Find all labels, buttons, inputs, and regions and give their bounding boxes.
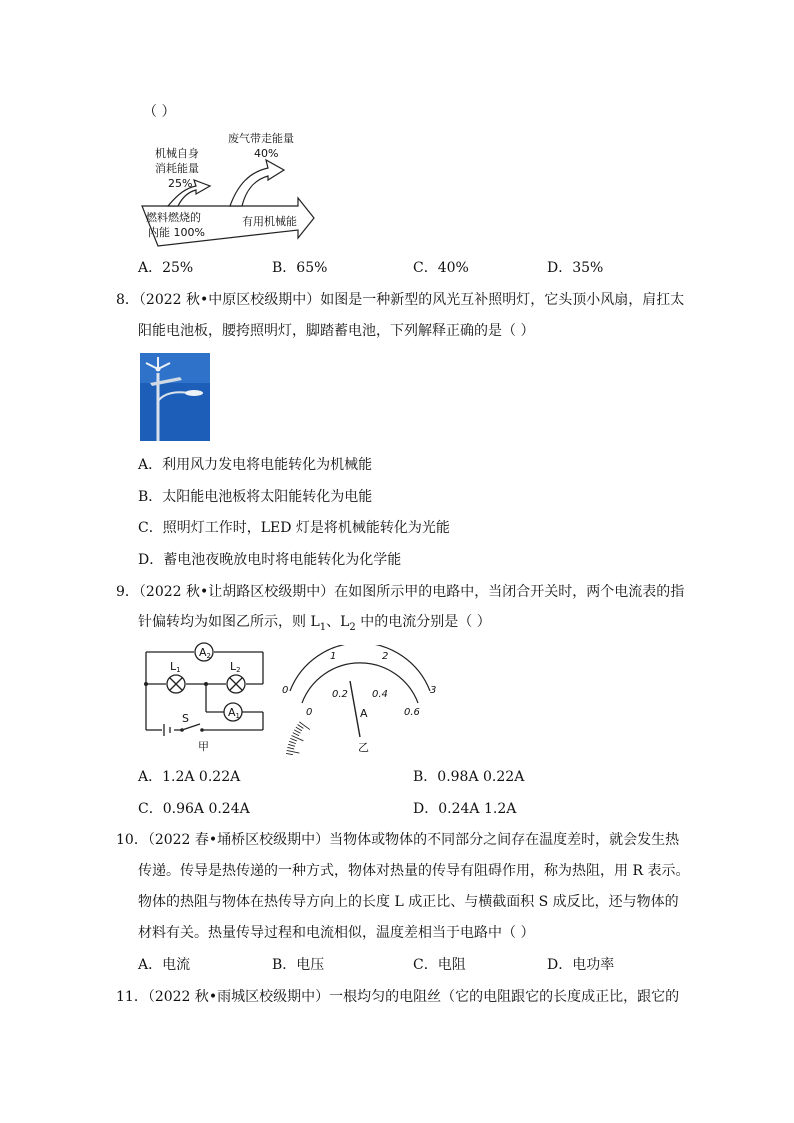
loss1-percent: 25% (168, 177, 193, 190)
q9-option-a[interactable]: A．1.2A 0.22A (138, 769, 241, 785)
svg-text:A: A (360, 707, 368, 720)
svg-text:S: S (182, 712, 189, 725)
svg-text:L1: L1 (170, 660, 181, 674)
input-line2: 内能 100% (148, 226, 205, 239)
dial-tick (293, 733, 299, 736)
svg-text:0: 0 (306, 707, 313, 718)
q10-stem-line4: 材料有关。热量传导过程和电流相似，温度差相当于电路中（ ） (138, 925, 535, 941)
q8-option-d[interactable]: D．蓄电池夜晚放电时将电能转化为化学能 (138, 552, 402, 568)
dial-tick (287, 750, 300, 753)
wind-solar-lamp-photo (140, 353, 210, 441)
svg-text:乙: 乙 (358, 741, 369, 754)
svg-text:0.6: 0.6 (404, 707, 420, 718)
svg-text:甲: 甲 (198, 740, 209, 753)
q8-stem-line1: 8．（2022 秋•中原区校级期中）如图是一种新型的风光互补照明灯，它头顶小风扇，肩扛太 (116, 292, 685, 308)
q9-option-d[interactable]: D．0.24A 1.2A (413, 801, 517, 817)
q10-option-a[interactable]: A．电流 (138, 957, 191, 973)
dial-tick (296, 727, 302, 731)
q7-answer-paren: （ ） (143, 104, 176, 120)
q10-stem-line3: 物体的热阻与物体在热传导方向上的长度 L 成正比、与横截面积 S 成反比，还与物体的 (138, 894, 679, 910)
loss1-line1: 机械自身 (155, 147, 199, 160)
q7-option-c[interactable]: C．40% (413, 260, 469, 276)
input-line1: 燃料燃烧的 (146, 211, 201, 224)
q10-option-b[interactable]: B．电压 (272, 957, 325, 973)
q7-option-b[interactable]: B．65% (272, 260, 328, 276)
q11-stem-line1: 11．（2022 秋•雨城区校级期中）一根均匀的电阻丝（它的电阻跟它的长度成正比，跟它的 (116, 989, 680, 1005)
dial-tick (288, 744, 295, 746)
q10-stem-line2: 传递。传导是热传递的一种方式，物体对热量的传导有阻碍作用，称为热阻，用 R 表示。 (138, 863, 690, 879)
dial-tick (298, 724, 304, 728)
q8-stem-line2: 阳能电池板，腰挎照明灯，脚踏蓄电池，下列解释正确的是（ ） (138, 323, 535, 339)
q10-stem-line1: 10．（2022 春•埇桥区校级期中）当物体或物体的不同部分之间存在温度差时，就会发生热 (116, 832, 680, 848)
svg-text:2: 2 (382, 651, 389, 662)
q8-option-c[interactable]: C．照明灯工作时，LED 灯是将机械能转化为光能 (138, 520, 450, 536)
svg-text:A2: A2 (199, 646, 211, 660)
q9-stem-line2: 针偏转均为如图乙所示，则 $L_1$、$L_2$ 中的电流分别是（ ） (138, 614, 491, 633)
svg-text:L2: L2 (230, 660, 241, 674)
dial-tick (299, 722, 310, 730)
q8-option-a[interactable]: A．利用风力发电将电能转化为机械能 (138, 457, 373, 473)
q9-stem-line1: 9．（2022 秋•让胡路区校级期中）在如图所示甲的电路中，当闭合开关时，两个电流表的指 (116, 584, 685, 600)
svg-text:3: 3 (430, 685, 437, 696)
energy-flow-diagram (138, 128, 338, 250)
q9-option-b[interactable]: B．0.98A 0.22A (413, 769, 525, 785)
loss1-line2: 消耗能量 (155, 162, 199, 175)
svg-text:1: 1 (330, 651, 337, 662)
dial-tick (289, 741, 296, 743)
svg-text:0: 0 (282, 685, 289, 696)
q7-option-a[interactable]: A．25% (138, 260, 194, 276)
q10-option-c[interactable]: C．电阻 (413, 957, 466, 973)
dial-tick (287, 747, 294, 749)
svg-text:0.2: 0.2 (332, 689, 348, 700)
svg-text:A1: A1 (228, 706, 240, 720)
dial-tick (290, 738, 297, 741)
svg-text:0.4: 0.4 (372, 689, 388, 700)
loss2-line1: 废气带走能量 (228, 132, 294, 145)
q8-option-b[interactable]: B．太阳能电池板将太阳能转化为电能 (138, 489, 373, 505)
ammeter-dial (280, 645, 440, 755)
q9-option-c[interactable]: C．0.96A 0.24A (138, 801, 250, 817)
loss2-percent: 40% (254, 147, 279, 160)
dial-tick (286, 753, 293, 754)
q7-option-d[interactable]: D．35% (547, 260, 604, 276)
q10-option-d[interactable]: D．电功率 (547, 957, 615, 973)
useful-energy-label: 有用机械能 (242, 215, 297, 228)
circuit-diagram (138, 640, 268, 755)
dial-tick (294, 730, 300, 733)
